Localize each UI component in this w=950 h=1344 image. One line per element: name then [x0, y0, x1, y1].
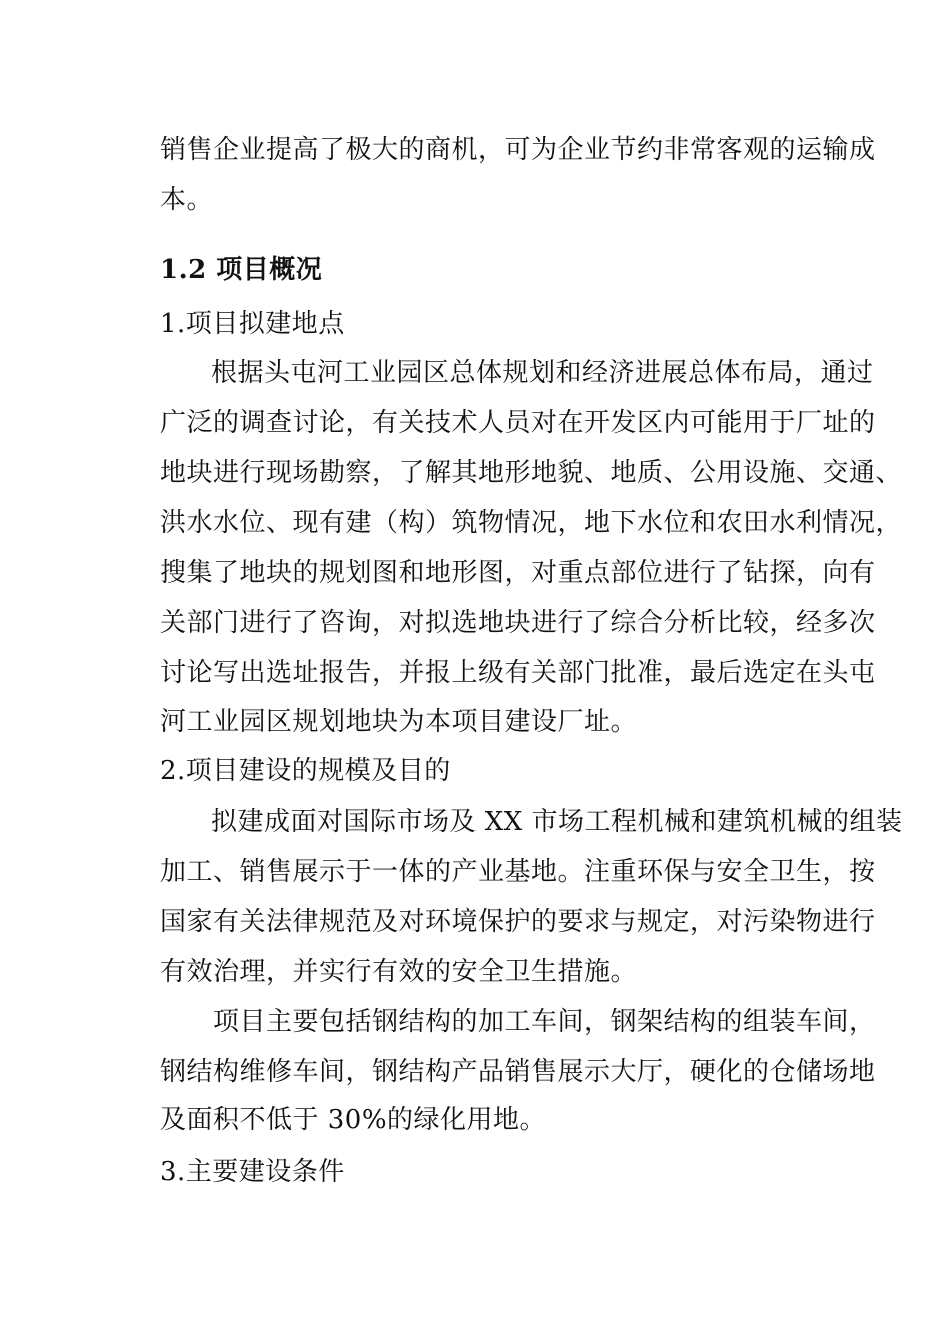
intro-line-1: 销售企业提高了极大的商机，可为企业节约非常客观的运输成	[160, 135, 876, 165]
item1-body-line-1: 根据头屯河工业园区总体规划和经济进展总体布局，通过	[211, 358, 874, 388]
section-heading: 1.2 项目概况	[160, 255, 323, 285]
item1-body-line-8: 河工业园区规划地块为本项目建设厂址。	[160, 707, 638, 737]
item2-body-line-1: 拟建成面对国际市场及 XX 市场工程机械和建筑机械的组装	[211, 807, 903, 837]
item1-body-line-7: 讨论写出选址报告，并报上级有关部门批准，最后选定在头屯	[160, 658, 876, 688]
item2-body-line-4: 有效治理，并实行有效的安全卫生措施。	[160, 957, 638, 987]
intro-line-2: 本。	[160, 185, 214, 215]
item3-title: 3.主要建设条件	[160, 1157, 345, 1187]
item2-body2-line-2: 钢结构维修车间，钢结构产品销售展示大厅，硬化的仓储场地	[160, 1057, 876, 1087]
item2-body2-line-3: 及面积不低于 30%的绿化用地。	[160, 1105, 547, 1135]
item1-body-line-2: 广泛的调查讨论，有关技术人员对在开发区内可能用于厂址的	[160, 408, 876, 438]
item1-body-line-5: 搜集了地块的规划图和地形图，对重点部位进行了钻探，向有	[160, 558, 876, 588]
item1-body-line-4: 洪水水位、现有建（构）筑物情况，地下水位和农田水利情况，	[160, 508, 903, 538]
item2-body2-line-1: 项目主要包括钢结构的加工车间，钢架结构的组装车间，	[213, 1007, 876, 1037]
item1-body-line-6: 关部门进行了咨询，对拟选地块进行了综合分析比较，经多次	[160, 608, 876, 638]
item1-title: 1.项目拟建地点	[160, 309, 345, 339]
item1-body-line-3: 地块进行现场勘察，了解其地形地貌、地质、公用设施、交通、	[160, 458, 903, 488]
item2-body-line-3: 国家有关法律规范及对环境保护的要求与规定，对污染物进行	[160, 907, 876, 937]
item2-body-line-2: 加工、销售展示于一体的产业基地。注重环保与安全卫生，按	[160, 857, 876, 887]
item2-title: 2.项目建设的规模及目的	[160, 756, 451, 786]
